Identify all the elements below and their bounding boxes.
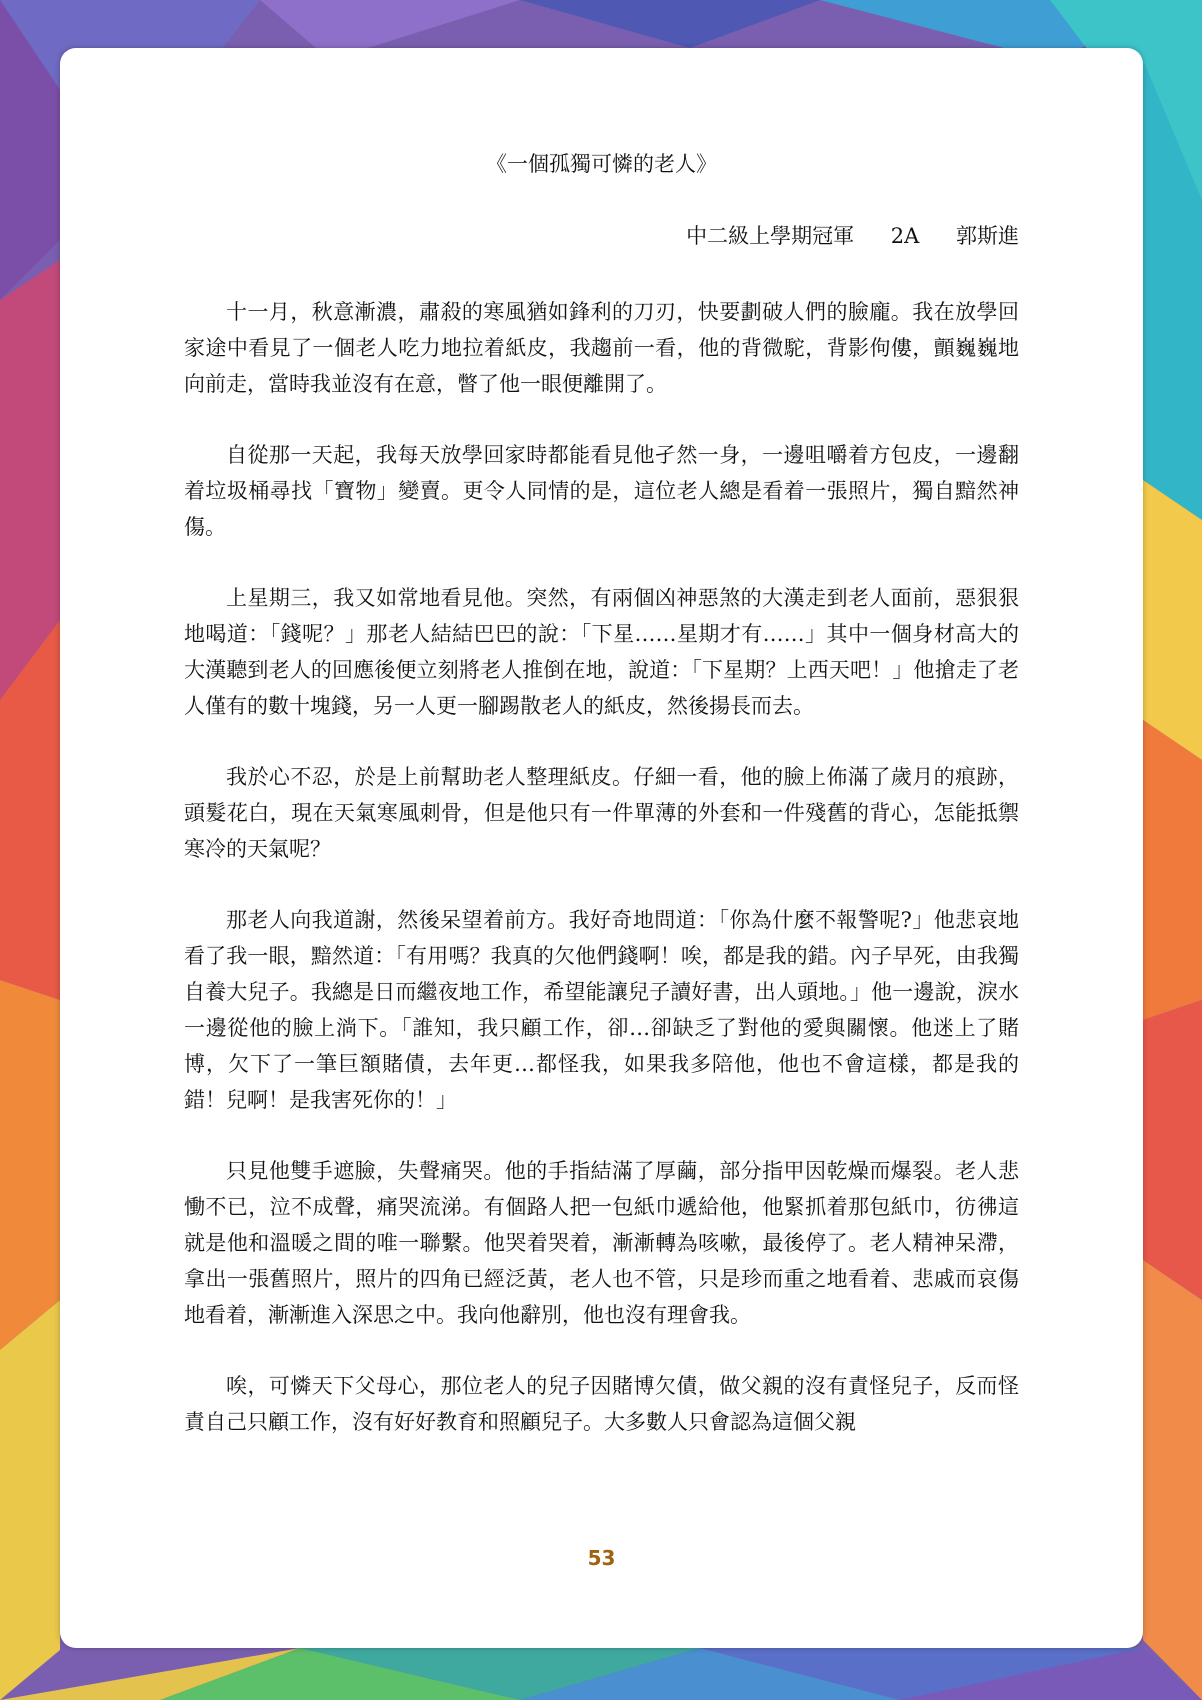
paragraph-6: 只見他雙手遮臉，失聲痛哭。他的手指結滿了厚繭，部分指甲因乾燥而爆裂。老人悲慟不已，泣不成聲，痛哭流涕。有個路人把一包紙巾遞給他，他緊抓着那包紙巾，彷彿這就是他和溫暖之間的唯一聯繫。他哭着哭着，漸漸轉為咳嗽，最後停了。老人精神呆滯，拿出一張舊照片，照片的四角已經泛黃，老人也不管，只是珍而重之地看着、悲戚而哀傷地看着，漸漸進入深思之中。我向他辭別，他也沒有理會我。 [184,1159,1019,1327]
article-title: 《一個孤獨可憐的老人》 [486,152,717,176]
byline [686,220,1019,250]
page-number: 53 [587,1546,616,1570]
paragraph-3: 上星期三，我又如常地看見他。突然，有兩個凶神惡煞的大漢走到老人面前，惡狠狠地喝道：「錢呢？」那老人結結巴巴的說：「下星……星期才有……」其中一個身材高大的大漢聽到老人的回應後便立刻將老人推倒在地，說道：「下星期？上西天吧！」他搶走了老人僅有的數十塊錢，另一人更一腳踢散老人的紙皮，然後揚長而去。 [184,586,1019,718]
paragraph-1: 十一月，秋意漸濃，肅殺的寒風猶如鋒利的刀刃，快要劃破人們的臉龐。我在放學回家途中看見了一個老人吃力地拉着紙皮，我趨前一看，他的背微駝，背影佝僂，顫巍巍地向前走，當時我並沒有在意，瞥了他一眼便離開了。 [184,300,1019,396]
paragraph-4: 我於心不忍，於是上前幫助老人整理紙皮。仔細一看，他的臉上佈滿了歲月的痕跡，頭髮花白，現在天氣寒風刺骨，但是他只有一件單薄的外套和一件殘舊的背心，怎能抵禦寒冷的天氣呢？ [184,765,1019,861]
award-label: 中二級上學期冠軍 [686,224,855,248]
author-name: 郭斯進 [956,224,1019,248]
article-body [184,294,1019,1475]
document-page [60,48,1143,1648]
paragraph-2: 自從那一天起，我每天放學回家時都能看見他孑然一身，一邊咀嚼着方包皮，一邊翻着垃圾桶尋找「寶物」變賣。更令人同情的是，這位老人總是看着一張照片，獨自黯然神傷。 [184,443,1019,539]
paragraph-7: 唉，可憐天下父母心，那位老人的兒子因賭博欠債，做父親的沒有責怪兒子，反而怪責自己只顧工作，沒有好好教育和照顧兒子。大多數人只會認為這個父親 [184,1374,1019,1434]
paragraph-5: 那老人向我道謝，然後呆望着前方。我好奇地問道：「你為什麼不報警呢?」他悲哀地看了我一眼，黯然道：「有用嗎？我真的欠他們錢啊！唉，都是我的錯。內子早死，由我獨自養大兒子。我總是日而繼夜地工作，希望能讓兒子讀好書，出人頭地。」他一邊說，淚水一邊從他的臉上淌下。「誰知，我只顧工作，卻…卻缺乏了對他的愛與關懷。他迷上了賭博，欠下了一筆巨額賭債，去年更…都怪我，如果我多陪他，他也不會這樣，都是我的錯！兒啊！是我害死你的！」 [184,908,1019,1112]
class-label: 2A [890,224,920,248]
